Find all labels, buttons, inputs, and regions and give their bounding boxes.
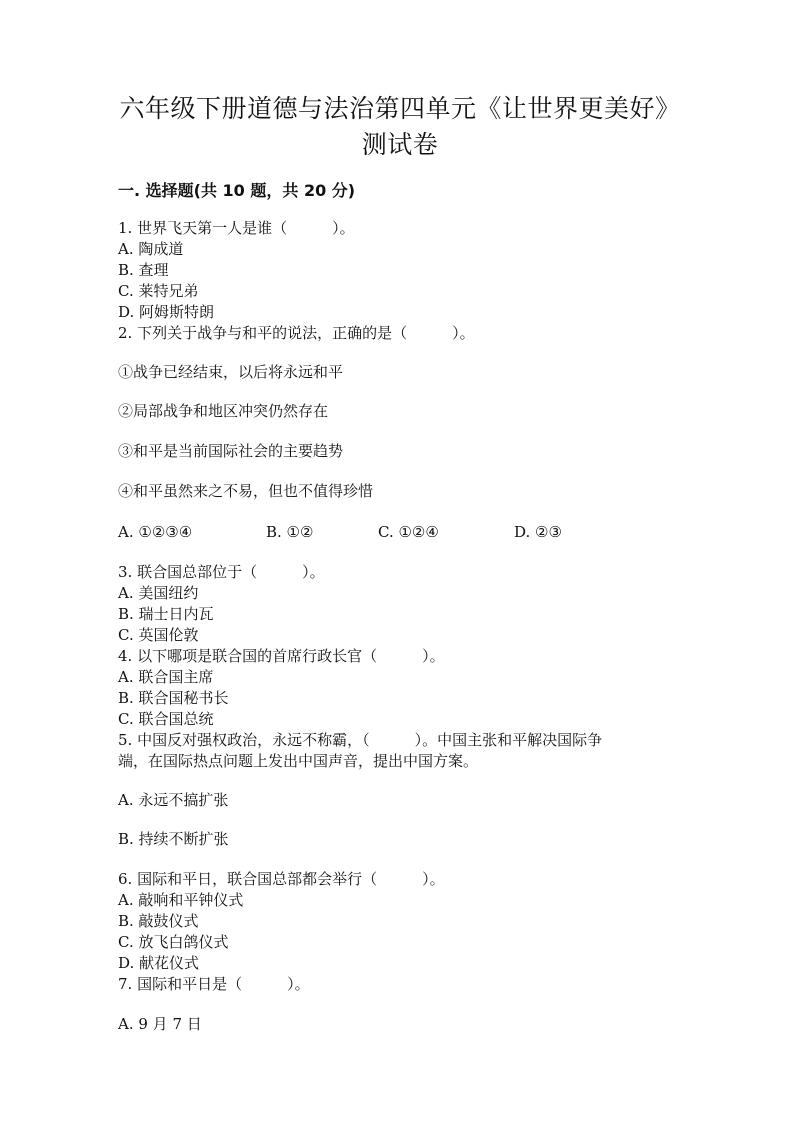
q6-option-b: B. 敲鼓仪式	[118, 912, 199, 930]
q2-stem: 2. 下列关于战争与和平的说法，正确的是（ ）。	[118, 324, 475, 342]
q2-statement-1: ①战争已经结束，以后将永远和平	[118, 363, 344, 381]
q3-option-b: B. 瑞士日内瓦	[118, 605, 214, 623]
q4-option-b: B. 联合国秘书长	[118, 689, 229, 707]
q5-option-b: B. 持续不断扩张	[118, 830, 229, 848]
q4-stem: 4. 以下哪项是联合国的首席行政长官（ ）。	[118, 647, 445, 665]
q5-option-a: A. 永远不搞扩张	[118, 791, 229, 809]
q1-stem: 1. 世界飞天第一人是谁（ ）。	[118, 219, 355, 237]
q5-stem-line-2: 端，在国际热点问题上发出中国声音，提出中国方案。	[118, 752, 479, 770]
q2-option-a: A. ①②③④	[118, 523, 193, 541]
q3-stem: 3. 联合国总部位于（ ）。	[118, 563, 325, 581]
q7-option-a: A. 9 月 7 日	[118, 1015, 202, 1033]
section-heading: 一. 选择题(共 10 题，共 20 分)	[118, 181, 356, 200]
exam-title-line-2: 测试卷	[361, 130, 439, 159]
q2-option-d: D. ②③	[514, 523, 562, 541]
q5-stem-line-1: 5. 中国反对强权政治，永远不称霸，（ ）。中国主张和平解决国际争	[118, 731, 603, 749]
q4-option-c: C. 联合国总统	[118, 710, 214, 728]
q3-option-a: A. 美国纽约	[118, 584, 199, 602]
q3-option-c: C. 英国伦敦	[118, 626, 199, 644]
q1-option-c: C. 莱特兄弟	[118, 282, 199, 300]
q2-option-b: B. ①②	[266, 523, 314, 541]
q7-stem: 7. 国际和平日是（ ）。	[118, 975, 310, 993]
q2-statement-3: ③和平是当前国际社会的主要趋势	[118, 442, 344, 460]
q2-statement-4: ④和平虽然来之不易，但也不值得珍惜	[118, 482, 374, 500]
q1-option-d: D. 阿姆斯特朗	[118, 303, 215, 321]
q2-option-c: C. ①②④	[378, 523, 439, 541]
q6-option-c: C. 放飞白鸽仪式	[118, 933, 229, 951]
q6-stem: 6. 国际和平日，联合国总部都会举行（ ）。	[118, 870, 445, 888]
q6-option-d: D. 献花仪式	[118, 954, 200, 972]
q1-option-b: B. 查理	[118, 261, 169, 279]
q4-option-a: A. 联合国主席	[118, 668, 214, 686]
q6-option-a: A. 敲响和平钟仪式	[118, 891, 244, 909]
q2-statement-2: ②局部战争和地区冲突仍然存在	[118, 402, 329, 420]
q1-option-a: A. 陶成道	[118, 240, 184, 258]
exam-title-line-1: 六年级下册道德与法治第四单元《让世界更美好》	[119, 94, 681, 123]
